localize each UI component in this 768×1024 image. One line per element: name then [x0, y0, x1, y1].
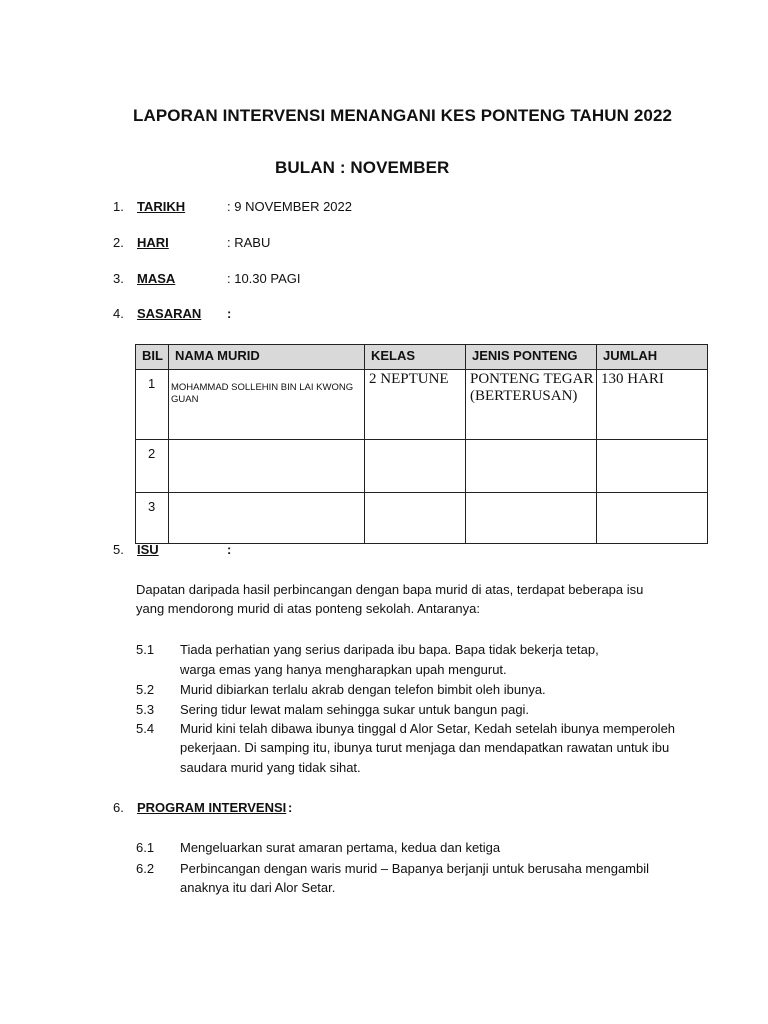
- field-label-tarikh: TARIKH: [137, 199, 186, 214]
- program-item-text: Perbincangan dengan waris murid – Bapanya berjanji untuk berusaha mengambil: [180, 861, 650, 876]
- section-colon: :: [227, 542, 232, 557]
- isu-intro-line: yang mendorong murid di atas ponteng sekolah. Antaranya:: [136, 601, 481, 616]
- section-number: 5.: [113, 542, 124, 557]
- section-number: 6.: [113, 800, 124, 815]
- cell-bil: 2: [136, 440, 169, 493]
- section-title-program: PROGRAM INTERVENSI: [137, 800, 287, 815]
- item-number: 6.2: [136, 861, 155, 876]
- month-row: [275, 158, 449, 178]
- field-value-masa: : 10.30 PAGI: [227, 271, 301, 286]
- program-item-text: anaknya itu dari Alor Setar.: [180, 880, 336, 895]
- header-jenis-ponteng: JENIS PONTENG: [466, 345, 597, 370]
- field-number: 4.: [113, 306, 124, 321]
- isu-item-text: Sering tidur lewat malam sehingga sukar untuk bangun pagi.: [180, 702, 530, 717]
- cell-jumlah: 130 HARI: [597, 370, 708, 440]
- field-value-tarikh: : 9 NOVEMBER 2022: [227, 199, 352, 214]
- item-number: 5.1: [136, 642, 155, 657]
- field-number: 1.: [113, 199, 124, 214]
- month-value: NOVEMBER: [350, 158, 450, 177]
- item-number: 5.2: [136, 682, 155, 697]
- month-label: BULAN :: [275, 158, 346, 177]
- cell-jumlah: [597, 440, 708, 493]
- cell-jenis: [466, 493, 597, 544]
- isu-item-text: warga emas yang hanya mengharapkan upah mengurut.: [180, 662, 507, 677]
- header-kelas: KELAS: [365, 345, 466, 370]
- cell-kelas: 2 NEPTUNE: [365, 370, 466, 440]
- section-colon: :: [288, 800, 293, 815]
- item-number: 6.1: [136, 840, 155, 855]
- cell-kelas: [365, 440, 466, 493]
- isu-item-text: Murid kini telah dibawa ibunya tinggal d Alor Setar, Kedah setelah ibunya memperoleh: [180, 721, 676, 736]
- field-number: 2.: [113, 235, 124, 250]
- field-value-sasaran: :: [227, 306, 232, 321]
- isu-intro-line: Dapatan daripada hasil perbincangan dengan bapa murid di atas, terdapat beberapa isu: [136, 582, 644, 597]
- table-row: [136, 440, 708, 493]
- cell-jumlah: [597, 493, 708, 544]
- cell-kelas: [365, 493, 466, 544]
- cell-nama: [169, 493, 365, 544]
- header-nama-murid: NAMA MURID: [169, 345, 365, 370]
- field-number: 3.: [113, 271, 124, 286]
- isu-item-text: Tiada perhatian yang serius daripada ibu bapa. Bapa tidak bekerja tetap,: [180, 642, 599, 657]
- isu-item-text: pekerjaan. Di samping itu, ibunya turut menjaga dan mendapatkan rawatan untuk ibu: [180, 740, 670, 755]
- program-item-text: Mengeluarkan surat amaran pertama, kedua dan ketiga: [180, 840, 501, 855]
- field-value-hari: : RABU: [227, 235, 271, 250]
- cell-bil: 3: [136, 493, 169, 544]
- field-label-sasaran: SASARAN: [137, 306, 202, 321]
- table-row: [136, 493, 708, 544]
- cell-nama: MOHAMMAD SOLLEHIN BIN LAI KWONG GUAN: [169, 370, 365, 440]
- cell-jenis: PONTENG TEGAR (BERTERUSAN): [466, 370, 597, 440]
- table-row: [136, 370, 708, 440]
- section-title-isu: ISU: [137, 542, 159, 557]
- cell-jenis: [466, 440, 597, 493]
- table-header-row: [136, 345, 708, 370]
- isu-item-text: Murid dibiarkan terlalu akrab dengan telefon bimbit oleh ibunya.: [180, 682, 546, 697]
- sasaran-table: [135, 344, 708, 544]
- item-number: 5.4: [136, 721, 155, 736]
- field-label-masa: MASA: [137, 271, 176, 286]
- isu-item-text: saudara murid yang tidak sihat.: [180, 760, 361, 775]
- field-label-hari: HARI: [137, 235, 169, 250]
- cell-nama: [169, 440, 365, 493]
- cell-bil: 1: [136, 370, 169, 440]
- item-number: 5.3: [136, 702, 155, 717]
- header-jumlah: JUMLAH: [597, 345, 708, 370]
- report-title: LAPORAN INTERVENSI MENANGANI KES PONTENG TAHUN 2022: [133, 106, 673, 125]
- header-bil: BIL: [136, 345, 169, 370]
